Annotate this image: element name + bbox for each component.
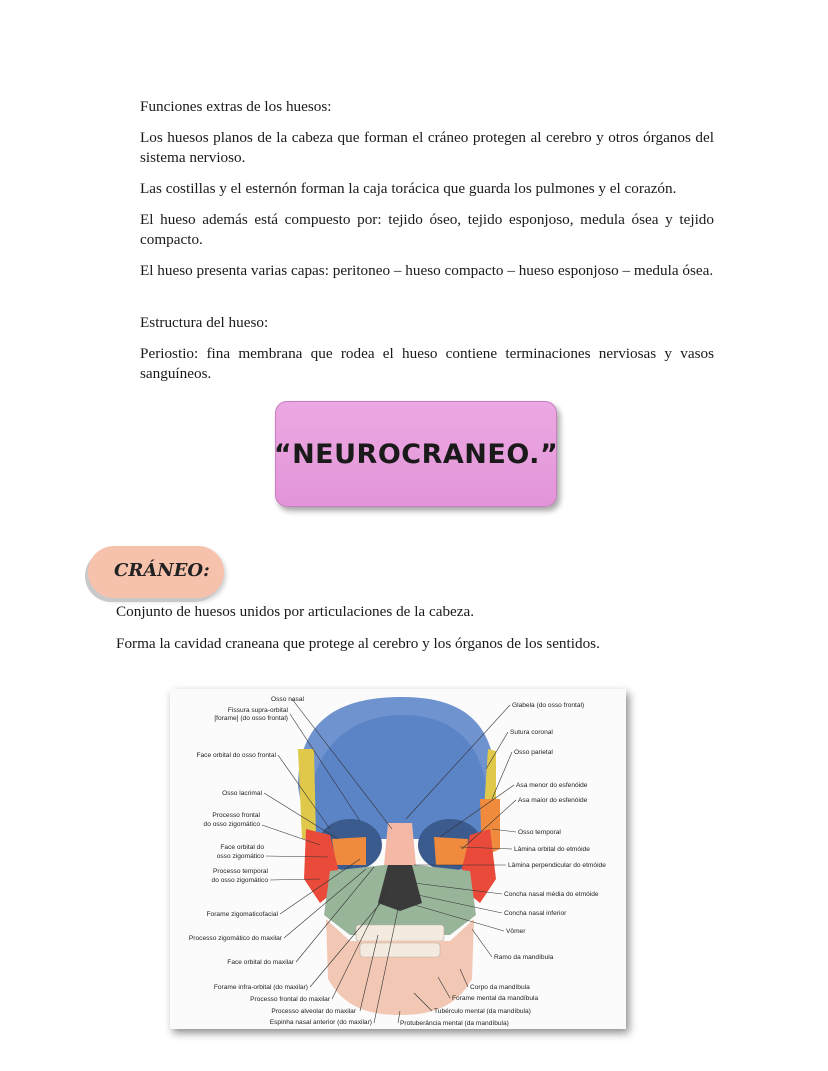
label-vomer: Vômer	[506, 928, 526, 935]
paragraph-intro: Funciones extras de los huesos:	[140, 98, 332, 115]
label-sutura-coronal: Sutura coronal	[510, 729, 553, 736]
label-processo-frontal-maxilar: Processo frontal do maxilar	[250, 996, 330, 1003]
label-ramo-mandibula: Ramo da mandíbula	[494, 954, 554, 961]
paragraph-craneo-function: Forma la cavidad craneana que protege al cerebro y los órganos de los sentidos.	[116, 635, 600, 652]
neurocraneo-title-box	[275, 401, 557, 507]
paragraph-flat-bones: Los huesos planos de la cabeza que forman el cráneo protegen al cerebro y otros órganos del sistema nervioso.	[140, 129, 714, 166]
label-processo-temporal: Processo temporal	[213, 868, 268, 875]
craneo-section-label: CRÁNEO:	[114, 560, 210, 581]
label-lamina-orbital: Lâmina orbital do etmóide	[514, 846, 590, 853]
paragraph-composition: El hueso además está compuesto por: tejido óseo, tejido esponjoso, medula ósea y tejido compacto.	[140, 211, 714, 248]
label-osso-parietal: Osso parietal	[514, 749, 553, 756]
label-forame-zigomaticofacial: Forame zigomaticofacial	[206, 911, 278, 918]
label-osso-zigomatico: osso zigomático	[216, 853, 264, 860]
label-asa-maior: Asa maior do esfenóide	[518, 797, 588, 804]
label-processo-alveolar: Processo alveolar do maxilar	[271, 1008, 356, 1015]
label-concha-inferior: Concha nasal inferior	[504, 910, 567, 917]
label-fissura-supra-orbital: Fissura supra-orbital	[227, 707, 288, 714]
label-protuberancia-mental: Protuberância mental (da mandíbula)	[400, 1020, 509, 1027]
skull-anatomy-figure	[170, 689, 626, 1029]
label-osso-nasal: Osso nasal	[271, 696, 304, 703]
paragraph-layers: El hueso presenta varias capas: peritoneo – hueso compacto – hueso esponjoso – medula ósea.	[140, 262, 714, 279]
paragraph-structure-heading: Estructura del hueso:	[140, 314, 269, 331]
upper-teeth	[356, 925, 444, 941]
label-concha-media: Concha nasal média do etmóide	[504, 891, 599, 898]
label-osso-lacrimal: Osso lacrimal	[222, 790, 262, 797]
label-processo-frontal-zigomatico: do osso zigomático	[203, 821, 260, 828]
label-lamina-perpendicular: Lâmina perpendicular do etmóide	[508, 862, 606, 869]
skull-illustration	[170, 689, 626, 1029]
label-asa-menor: Asa menor do esfenóide	[516, 782, 588, 789]
sphenoid-left	[298, 749, 316, 839]
label-processo-temporal-zigomatico: do osso zigomático	[211, 877, 268, 884]
lower-teeth	[360, 943, 440, 957]
label-glabela: Glabela (do osso frontal)	[512, 702, 585, 709]
label-face-orbital-maxilar: Face orbital do maxilar	[227, 959, 294, 966]
nasal-bone	[384, 823, 416, 865]
label-processo-frontal: Processo frontal	[212, 812, 260, 819]
paragraph-ribs: Las costillas y el esternón forman la caja torácica que guarda los pulmones y el corazón.	[140, 180, 677, 197]
label-espinha-nasal: Espinha nasal anterior (do maxilar)	[269, 1019, 372, 1026]
label-tuberculo-mental: Tubérculo mental (da mandíbula)	[434, 1008, 531, 1015]
label-forame-mental: Forame mental da mandíbula	[452, 995, 539, 1002]
paragraph-craneo-definition: Conjunto de huesos unidos por articulaciones de la cabeza.	[116, 603, 475, 620]
label-face-orbital-do: Face orbital do	[220, 844, 264, 851]
label-processo-zigomatico-maxilar: Processo zigomático do maxilar	[188, 935, 282, 942]
label-forame-frontal: [forame] (do osso frontal)	[214, 715, 288, 722]
neurocraneo-title: “NEUROCRANEO.”	[273, 438, 559, 470]
paragraph-periosteum: Periostio: fina membrana que rodea el hueso contiene terminaciones nerviosas y vasos sanguíneos.	[140, 345, 714, 382]
label-forame-infra-orbital: Forame infra-orbital (do maxilar)	[213, 984, 308, 991]
label-corpo-mandibula: Corpo da mandíbula	[470, 984, 530, 991]
label-face-orbital-frontal: Face orbital do osso frontal	[196, 752, 276, 759]
label-osso-temporal: Osso temporal	[518, 829, 561, 836]
